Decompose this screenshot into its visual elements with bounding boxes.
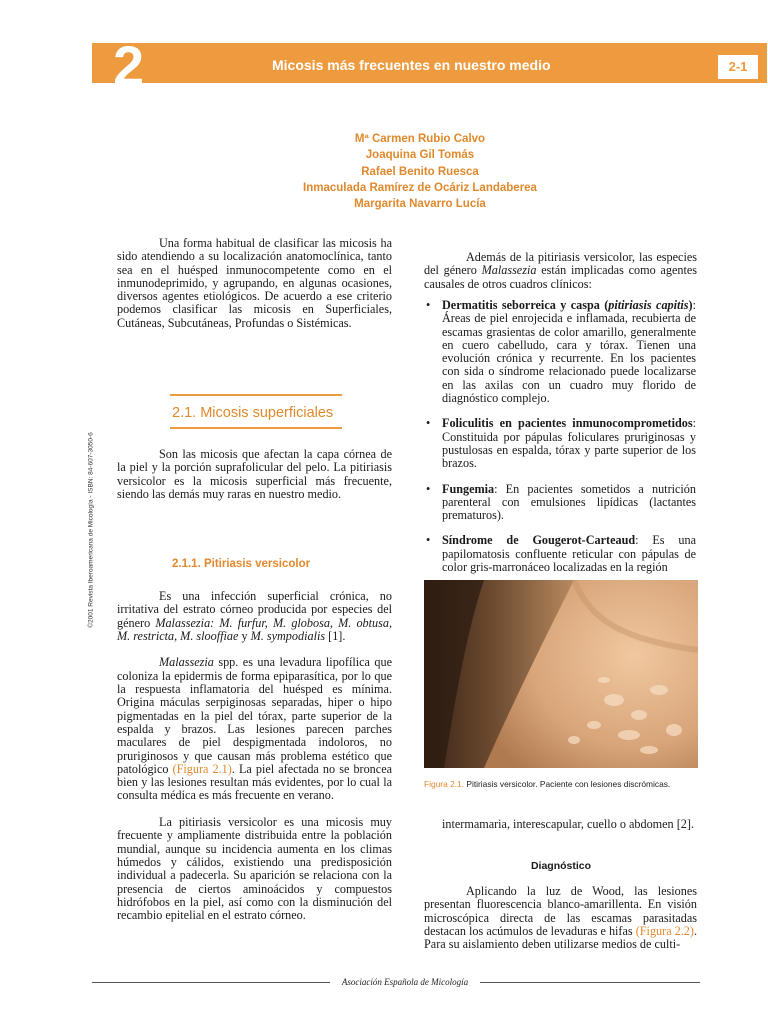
- clinical-photo: [424, 580, 698, 768]
- right-intro-block: [424, 251, 697, 291]
- paragraph: Aplicando la luz de Wood, las lesiones presentan fluorescencia blanco-amarillenta. En visión microscópica directa de las escamas parasitadas destacan los acúmulos de levaduras e hifas (Figura 2.2). Para su aislamiento deben utilizarse medios de culti-: [424, 884, 698, 952]
- author-name: Margarita Navarro Lucía: [354, 198, 486, 211]
- figure-caption: Figura 2.1. Pitiriasis versicolor. Paciente con lesiones discrómicas.: [424, 779, 671, 789]
- paragraph: Además de la pitiriasis versicolor, las especies del género Malassezia están implicadas como agentes causales de otros cuadros clínicos:: [424, 250, 697, 291]
- skin-lesion-illustration: [424, 580, 698, 768]
- chapter-title: Micosis más frecuentes en nuestro medio: [272, 57, 551, 73]
- diagnosis-text: [424, 885, 697, 951]
- author-name: Mª Carmen Rubio Calvo: [354, 133, 486, 145]
- footer-rule-right: [480, 982, 700, 983]
- subsection-title: 2.1.1. Pitiriasis versicolor: [172, 558, 311, 570]
- section-rule-bottom: [170, 427, 342, 429]
- list-item: • Fungemia: En pacientes sometidos a nutrición parenteral con emulsiones lipídicas (lactantes prematuros).: [426, 481, 696, 523]
- copyright-notice: ©2001 Revista Iberoamericana de Micología - ISBN: 84-607-3050-6: [87, 432, 95, 628]
- continuation-text: [442, 818, 697, 831]
- intro-paragraph-block: [117, 237, 392, 330]
- author-name: Inmaculada Ramírez de Ocáriz Landaberea: [303, 181, 537, 194]
- paragraph: Malassezia spp. es una levadura lipofílica que coloniza la epidermis de forma epiparasítica, por lo que la respuesta inflamatoria del huésped es mínima. Origina máculas serpiginosas separadas, hiper o hipo pigmentadas en la piel del tórax, parte superior de la espalda y brazos. Las lesiones parecen parches maculares de piel despigmentada indoloros, no pruriginosos y que causan más problema estético que patológico (Figura 2.1). La piel afectada no se broncea bien y las lesiones resultan más evidentes, por lo cual la consulta médica es más frecuente en verano.: [117, 655, 393, 803]
- figure-reference-link[interactable]: (Figura 2.2): [635, 923, 694, 938]
- section-rule-top: [170, 394, 342, 396]
- list-item: • Síndrome de Gougerot-Carteaud: Es una papilomatosis confluente reticular con pápulas de color gris-marronáceo localizadas en la región: [426, 533, 696, 575]
- author-name: Joaquina Gil Tomás: [365, 149, 475, 162]
- intro-paragraph: Una forma habitual de clasificar las micosis ha sido atendiendo a su localización anatomoclínica, tanto sea en el huésped inmunocompetente como en el inmunodeprimido, y agrupando, en algunas ocasiones, diversos agentes etiológicos. De acuerdo a ese criterio podemos clasificar las micosis en Superficiales, Cutáneas, Subcutáneas, Profundas o Sistémicas.: [117, 236, 392, 330]
- section-title: 2.1. Micosis superficiales: [172, 405, 334, 421]
- clinical-list: [426, 299, 696, 574]
- author-list: [200, 131, 640, 212]
- paragraph: La pitiriasis versicolor es una micosis muy frecuente y ampliamente distribuida entre la población mundial, aunque su incidencia aumenta en los climas húmedos y cálidos, existiendo una predisposición individual a padecerla. Su aparición se relaciona con la presencia de ciertos aminoácidos y compuestos hidrófobos en la piel, así como con la disminución del recambio epitelial en el estrato córneo.: [117, 815, 392, 923]
- list-item: • Dermatitis seborreica y caspa (pitiriasis capitis): Áreas de piel enrojecida e inflamada, recubierta de escamas grasientas de color amarillo, generalmente en cuero cabelludo, cara y tórax. Tienen una evolución crónica y recurrente. En los pacientes con sida o síndrome relacionado puede localizarse en las axilas con un cuadro muy florido de diagnóstico complejo.: [426, 298, 696, 406]
- paragraph: Es una infección superficial crónica, no irritativa del estrato córneo producida por especies del género Malassezia: M. furfur, M. globosa, M. obtusa, M. restricta, M. slooffiae y M. sympodialis [1].: [117, 589, 392, 643]
- paragraph: intermamaria, interescapular, cuello o abdomen [2].: [442, 817, 694, 831]
- section-paragraph: Son las micosis que afectan la capa córnea de la piel y la porción suprafolicular del pelo. La pitiriasis versicolor es la micosis superficial más frecuente, siendo las demás muy raras en nuestro medio.: [117, 447, 392, 501]
- chapter-number: 2: [113, 34, 145, 97]
- page-number-badge: 2-1: [718, 55, 758, 79]
- author-name: Rafael Benito Ruesca: [361, 165, 479, 178]
- footer-rule-left: [92, 982, 330, 983]
- figure-label: Figura 2.1.: [424, 779, 465, 789]
- footer-publisher: Asociación Española de Micología: [330, 976, 480, 988]
- figure-reference-link[interactable]: (Figura 2.1): [172, 761, 232, 776]
- diagnosis-heading: Diagnóstico: [530, 860, 592, 872]
- pitiriasis-text: [117, 590, 392, 922]
- section-paragraph-block: [117, 448, 392, 501]
- list-item: • Foliculitis en pacientes inmunocomprometidos: Constituida por pápulas foliculares pruriginosas y pustulosas en espalda, tórax y parte superior de los brazos.: [426, 416, 696, 471]
